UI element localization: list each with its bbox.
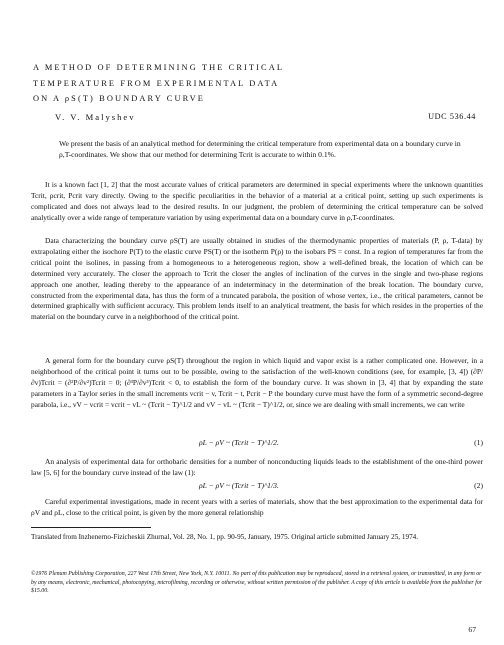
article-title — [33, 60, 473, 107]
footnote-divider — [31, 527, 151, 528]
equation-2-expression: ρL − ρV ~ (Tcrit − T)^1/3. — [199, 481, 279, 490]
title-line-3: ON A ρS(T) BOUNDARY CURVE — [33, 94, 206, 103]
equation-2 — [31, 481, 483, 493]
abstract: We present the basis of an analytical method for determining the critical temperature from experimental data on a boundary curve in ρ,T-coordinates. We show that our method for determining Tcrit is accurate to within 0.1%. — [59, 139, 461, 159]
title-line-1: A METHOD OF DETERMINING THE CRITICAL — [33, 63, 285, 72]
translation-note: Translated from Inzhenerno-Fizicheskii Zhurnal, Vol. 28, No. 1, pp. 90-95, January, 1975. Original article submitted January 25, 1974. — [31, 533, 419, 541]
equation-1-number: (1) — [474, 438, 483, 447]
udc-code: UDC 536.44 — [428, 112, 476, 121]
paragraph-4: An analysis of experimental data for orthobaric densities for a number of nonconducting liquids leads to the establishment of the one-third power law [5, 6] for the boundary curve instead of the law (1): — [31, 457, 483, 477]
title-line-2: TEMPERATURE FROM EXPERIMENTAL DATA — [33, 78, 280, 88]
equation-2-number: (2) — [474, 481, 483, 490]
paragraph-5: Careful experimental investigations, made in recent years with a series of materials, show that the best approximation to the experimental data for ρV and ρL, close to the critical point, is given by the more general relationship — [31, 497, 483, 517]
authors: V. V. Malyshev — [55, 112, 136, 122]
copyright-notice: ©1976 Plenum Publishing Corporation, 227 West 17th Street, New York, N.Y. 10011. No part of this publication may be reproduced, stored in a retrieval system, or transmitted, in any form or by any means, electronic, mechanical, photocopying, microfilming, recording or otherwise, without written permission of the publisher. A copy of this article is available from the publisher for $15.00. — [31, 571, 483, 594]
paragraph-2: Data characterizing the boundary curve ρS(T) are usually obtained in studies of the thermodynamic properties of materials (P, ρ, T-data) by extrapolating either the isochore P(T) to the elastic curve PS(T) or the isotherm P(ρ) to the isobars PS = const. In a region of temperatures far from the critical point the isolines, in passing from a homogeneous to a heterogeneous region, show a well-defined break, the location of which can be determined very accurately. The closer the approach to Tcrit the closer the angles of inclination of the curves in the single and two-phase regions approach one another, leading thereby to the appearance of an indeterminacy in the determination of the break location. The boundary curve, constructed from the experimental data, has thus the form of a truncated parabola, the position of whose vertex, i.e., the critical parameters, cannot be determined graphically with sufficient accuracy. This problem lends itself to an analytical treatment, the basis for which resides in the properties of the material on the boundary curve in a neighborhood of the critical point. — [31, 236, 483, 322]
paragraph-3: A general form for the boundary curve ρS(T) throughout the region in which liquid and vapor exist is a rather complicated one. However, in a neighborhood of the critical point it turns out to be possible, owing to the satisfaction of the well-known conditions (see, for example, [3, 4]) (∂P/∂v)Tcrit = (∂²P/∂v²)Tcrit = 0; (∂³P/∂v³)Tcrit < 0, to establish the form of the boundary curve. It was shown in [3, 4] that by expanding the state parameters in a Taylor series in the small increments vcrit − v, Tcrit − t, Pcrit − P the boundary curve must have the form of a symmetric second-degree parabola, i.e., vV − vcrit = vcrit − vL ~ (Tcrit − T)^1/2 and vV − vL ~ (Tcrit − T)^1/2, or, since we are dealing with small increments, we can write — [31, 356, 483, 409]
equation-1 — [31, 438, 483, 450]
page-number: 67 — [468, 625, 476, 634]
equation-1-expression: ρL − ρV ~ (Tcrit − T)^1/2. — [199, 438, 279, 447]
paragraph-1: It is a known fact [1, 2] that the most accurate values of critical parameters are determined in special experiments where the unknown quantities Tcrit, ρcrit, Pcrit vary directly. Owing to the specific peculiarities in the behavior of a material at a critical point, setting up such experiments is complicated and does not always lead to the desired results. In our judgment, the problem of determining the critical temperature can be solved analytically over a wide range of temperature variation by using experimental data on a boundary curve in ρ,T-coordinates. — [31, 180, 483, 222]
